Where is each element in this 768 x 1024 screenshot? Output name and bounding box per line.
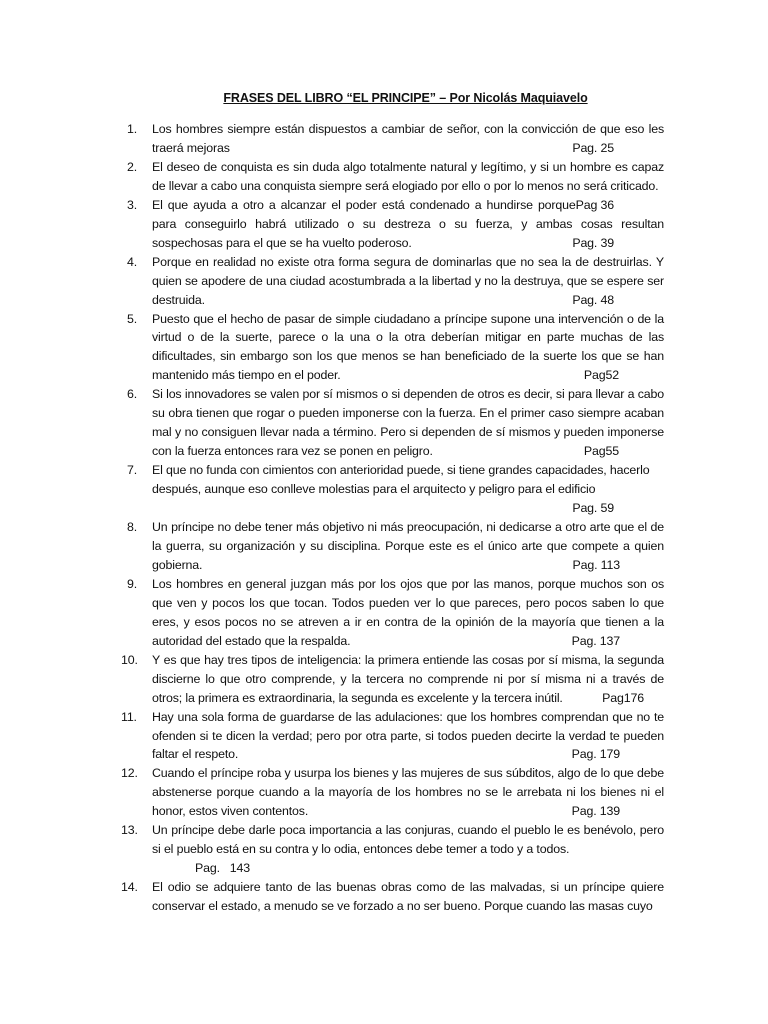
- quote-number: 11.: [121, 709, 137, 724]
- page-reference: Pag55: [583, 444, 619, 459]
- quote-item-14: [121, 878, 664, 916]
- quote-item-10: [121, 651, 664, 708]
- quote-number: 6.: [127, 387, 138, 402]
- quote-number: 4.: [127, 254, 138, 269]
- quote-item-3: [127, 196, 664, 253]
- quote-text: Si los innovadores se valen por sí mismos o si dependen de otros es decir, si para llevar a cabo su obra tienen que rogar o pueden imponerse con la fuerza. En el primer caso siempre acaban mal y no consiguen llevar nada a término. Pero si dependen de sí mismos y pueden imponerse con la fuerza entonces rara vez se ponen en peligro.: [152, 387, 664, 459]
- page-reference: Pag. 139: [571, 804, 620, 819]
- quote-text: Hay una sola forma de guardarse de las adulaciones: que los hombres comprendan que no te ofenden si te dicen la verdad; pero por otra parte, si todos pueden decirte la verdad te pueden faltar el respeto.: [152, 709, 664, 762]
- quote-text: El que no funda con cimientos con anterioridad puede, si tiene grandes capacidades, hacerlo después, aunque eso conlleve molestias para el arquitecto y peligro para el edificio: [152, 463, 650, 497]
- page-reference: Pag. 39: [572, 235, 614, 250]
- quote-number: 14.: [121, 880, 138, 895]
- quote-number: 8.: [127, 520, 138, 535]
- quote-text: Los hombres siempre están dispuestos a cambiar de señor, con la convicción de que eso les traerá mejoras: [152, 122, 664, 155]
- quote-number: 12.: [121, 766, 138, 781]
- quote-number: 2.: [127, 159, 138, 174]
- quote-number: 13.: [121, 823, 138, 838]
- quote-number: 5.: [127, 311, 138, 326]
- quote-number: 9.: [127, 576, 138, 591]
- quote-number: 1.: [127, 122, 138, 136]
- quote-item-6: [127, 385, 664, 461]
- quote-number: 3.: [127, 197, 138, 212]
- quote-text: Un príncipe no debe tener más objetivo ni más preocupación, ni dedicarse a otro arte que el de la guerra, su organización y su disciplina. Porque este es el único arte que compete a quien gobierna.: [152, 520, 664, 572]
- quote-number: 10.: [121, 652, 138, 667]
- quote-text: Los hombres en general juzgan más por los ojos que por las manos, porque muchos son os que ven y pocos los que tocan. Todos pueden ver lo que pareces, pero pocos saben lo que eres, y esos pocos no se atreven a ir en contra de la opinión de la mayoría que tienen a la autoridad del estado que la respalda.: [152, 576, 664, 648]
- quotes-list: [121, 120, 664, 916]
- quote-text: Y es que hay tres tipos de inteligencia: la primera entiende las cosas por sí misma, la segunda discierne lo que otro comprende, y la tercera no comprende ni por sí misma ni a través de otros; la primera es extraordinaria, la segunda es excelente y la tercera inútil.: [152, 652, 664, 705]
- page-reference: Pag52: [583, 368, 619, 383]
- page-reference: Pag. 113: [572, 557, 620, 572]
- quote-number: 7.: [127, 463, 138, 478]
- document-title: FRASES DEL LIBRO “EL PRINCIPE” – Por Nicolás Maquiavelo: [223, 91, 588, 105]
- quote-item-11: [121, 708, 664, 765]
- page-reference: Pag. 48: [572, 292, 614, 307]
- quote-item-4: [127, 253, 664, 310]
- quote-text: Porque en realidad no existe otra forma segura de dominarlas que no sea la de destruirlas. Y quien se apodere de una ciudad acostumbrada a la libertad y no la destruya, que se espere ser destruida.: [152, 254, 664, 307]
- quote-item-12: [121, 764, 664, 821]
- quote-item-13: [121, 821, 664, 878]
- page-reference: Pag. 143: [195, 861, 250, 876]
- page-reference: Pag. 179: [571, 747, 620, 762]
- quote-item-1: [127, 120, 664, 158]
- page-reference: Pag 36: [575, 197, 614, 212]
- quote-text: El que ayuda a otro a alcanzar el poder está condenado a hundirse porque para conseguirlo habrá utilizado o su destreza o su fuerza, y ambas cosas resultan sospechosas para el que se ha vuelto poderoso.: [152, 197, 664, 250]
- quote-text: El deseo de conquista es sin duda algo totalmente natural y legítimo, y si un hombre es capaz de llevar a cabo una conquista siempre será elogiado por ello o por lo menos no será criticado.: [152, 159, 664, 193]
- quote-text: Cuando el príncipe roba y usurpa los bienes y las mujeres de sus súbditos, algo de lo que debe abstenerse porque cuando a la mayoría de los hombres no se le arrebata ni los bienes ni el honor, estos viven contentos.: [152, 766, 664, 819]
- quote-item-2: [127, 158, 664, 212]
- page-reference: Pag176: [602, 690, 644, 705]
- page-reference: Pag. 59: [572, 501, 614, 516]
- quote-text: Puesto que el hecho de pasar de simple ciudadano a príncipe supone una intervención o de la virtud o de la suerte, parece o la una o la otra deberían mitigar en parte muchas de las dificultades, sin embargo son los que menos se han beneficiado de la suerte los que se han mantenido más tiempo en el poder.: [152, 311, 664, 383]
- quote-item-7: [127, 461, 664, 518]
- quote-text: El odio se adquiere tanto de las buenas obras como de las malvadas, si un príncipe quiere conservar el estado, a menudo se ve forzado a no ser bueno. Porque cuando las masas cuyo: [152, 880, 664, 914]
- page-reference: Pag. 25: [572, 140, 614, 155]
- quote-text: Un príncipe debe darle poca importancia a las conjuras, cuando el pueblo le es benévolo, pero si el pueblo está en su contra y lo odia, entonces debe temer a todo y a todos.: [152, 823, 664, 857]
- quote-item-8: [127, 518, 664, 575]
- quote-item-9: [127, 575, 664, 651]
- quote-item-5: [127, 310, 664, 386]
- page-reference: Pag. 137: [571, 633, 620, 648]
